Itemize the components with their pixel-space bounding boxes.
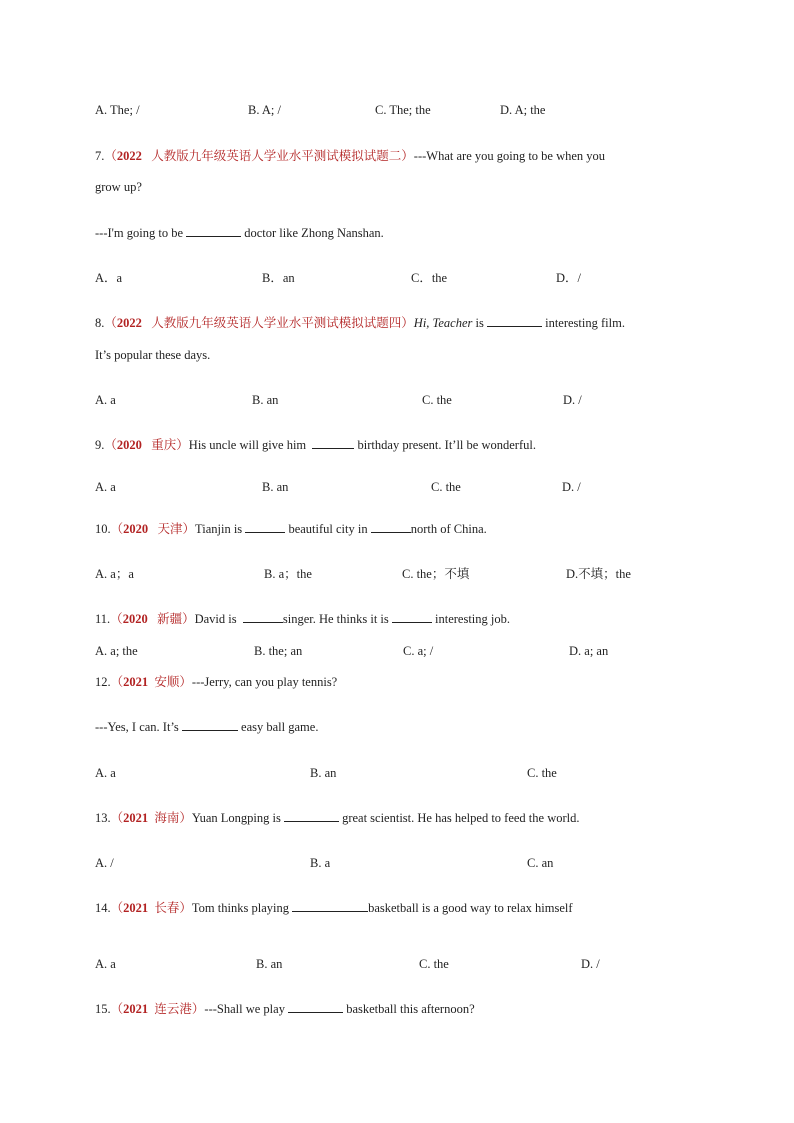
q12-option-c: C. the <box>527 766 557 780</box>
q6-option-a: A. The; / <box>95 103 140 117</box>
q11-blank-1 <box>243 611 283 623</box>
q8-number: 8. <box>95 316 105 330</box>
q10-text-prefix: Tianjin is <box>195 522 243 536</box>
q12-option-a: A. a <box>95 766 116 780</box>
q8-question-text-cont: It’s popular these days. <box>95 348 211 362</box>
q13-blank <box>284 810 339 822</box>
q8-option-d: D. / <box>563 393 582 407</box>
q12-blank <box>182 719 238 731</box>
q12-question-text: ---Jerry, can you play tennis? <box>191 675 338 689</box>
q9-number: 9. <box>95 438 105 452</box>
q9-text-suffix: birthday present. It’ll be wonderful. <box>357 438 536 452</box>
q11-text-prefix: David is <box>194 612 237 626</box>
q15-blank <box>288 1001 343 1013</box>
q8-option-a: A. a <box>95 393 116 407</box>
q11-text-middle: singer. He thinks it is <box>282 612 389 626</box>
q13-option-c: C. an <box>527 856 554 870</box>
q11-number: 11. <box>95 612 111 626</box>
q9-text-prefix: His uncle will give him <box>188 438 307 452</box>
q14-text-suffix: basketball is a good way to relax himself <box>368 901 573 915</box>
q10-stem <box>95 521 705 537</box>
q7-answer-line <box>95 225 705 241</box>
q14-option-a: A. a <box>95 957 116 971</box>
q7-question-text-cont: grow up? <box>95 180 142 194</box>
q14-text-prefix: Tom thinks playing <box>191 901 289 915</box>
q10-source: （2020 天津） <box>110 522 196 536</box>
q8-option-c: C. the <box>422 393 452 407</box>
q15-text-suffix: basketball this afternoon? <box>346 1002 475 1016</box>
q7-question-text: ---What are you going to be when you <box>413 149 606 163</box>
q7-option-b: B．an <box>262 271 295 285</box>
q10-text-suffix: north of China. <box>410 522 487 536</box>
q10-text-middle: beautiful city in <box>288 522 368 536</box>
q15-number: 15. <box>95 1002 111 1016</box>
q7-stem-line1 <box>95 148 705 164</box>
q12-answer-line <box>95 719 705 735</box>
q11-source: （2020 新疆） <box>110 612 195 626</box>
q7-answer-prefix: ---I'm going to be <box>95 226 183 240</box>
q6-option-d: D. A; the <box>500 103 546 117</box>
q7-option-d: D．/ <box>556 271 582 285</box>
q7-blank <box>186 225 241 237</box>
q8-source: （2022 人教版九年级英语人学业水平测试模拟试题四） <box>104 316 414 330</box>
q12-option-b: B. an <box>310 766 337 780</box>
q15-stem <box>95 1001 705 1017</box>
q6-option-b: B. A; / <box>248 103 281 117</box>
q8-text-suffix: interesting film. <box>545 316 625 330</box>
q14-option-c: C. the <box>419 957 449 971</box>
q15-text-prefix: ---Shall we play <box>204 1002 285 1016</box>
q12-stem <box>95 674 705 690</box>
q10-option-a: A. a；a <box>95 567 134 581</box>
q11-option-a: A. a; the <box>95 644 138 658</box>
q8-blank <box>487 315 542 327</box>
q10-blank-1 <box>245 521 285 533</box>
q12-answer-prefix: ---Yes, I can. It’s <box>95 720 179 734</box>
q10-blank-2 <box>371 521 411 533</box>
q12-number: 12. <box>95 675 111 689</box>
q11-option-c: C. a; / <box>403 644 434 658</box>
q13-option-b: B. a <box>310 856 331 870</box>
q7-number: 7. <box>95 149 105 163</box>
q7-option-c: C．the <box>411 271 448 285</box>
q7-source: （2022 人教版九年级英语人学业水平测试模拟试题二） <box>104 149 414 163</box>
q13-text-prefix: Yuan Longping is <box>191 811 281 825</box>
q11-text-suffix: interesting job. <box>435 612 511 626</box>
q10-option-c: C. the；不填 <box>402 567 470 581</box>
q14-blank <box>292 900 368 912</box>
q9-option-c: C. the <box>431 480 461 494</box>
q6-option-c: C. The; the <box>375 103 431 117</box>
q8-stem-line2 <box>95 347 705 363</box>
q14-source: （2021 长春） <box>110 901 192 915</box>
q13-text-suffix: great scientist. He has helped to feed the world. <box>342 811 580 825</box>
q9-option-b: B. an <box>262 480 289 494</box>
q14-stem <box>95 900 705 916</box>
q14-number: 14. <box>95 901 111 915</box>
q11-blank-2 <box>392 611 432 623</box>
q15-source: （2021 连云港） <box>110 1002 205 1016</box>
q7-stem-line2 <box>95 179 705 195</box>
q9-option-a: A. a <box>95 480 116 494</box>
q8-stem-line1: 8.（2022 人教版九年级英语人学业水平测试模拟试题四）Hi, Teacher is interesting film. <box>95 316 625 330</box>
q11-stem <box>95 611 705 627</box>
q11-option-d: D. a; an <box>569 644 609 658</box>
q7-answer-suffix: doctor like Zhong Nanshan. <box>244 226 384 240</box>
q9-stem <box>95 437 705 453</box>
q10-option-b: B. a；the <box>264 567 312 581</box>
q10-number: 10. <box>95 522 111 536</box>
q9-blank <box>312 437 354 449</box>
q13-stem <box>95 810 705 826</box>
q12-answer-suffix: easy ball game. <box>241 720 319 734</box>
q14-option-b: B. an <box>256 957 283 971</box>
q13-option-a: A. / <box>95 856 114 870</box>
q9-option-d: D. / <box>562 480 581 494</box>
q9-source: （2020 重庆） <box>104 438 189 452</box>
q8-film-title: Hi, Teacher <box>413 316 473 330</box>
q11-option-b: B. the; an <box>254 644 303 658</box>
q10-option-d: D.不填；the <box>566 567 631 581</box>
q8-option-b: B. an <box>252 393 279 407</box>
q13-number: 13. <box>95 811 111 825</box>
q14-option-d: D. / <box>581 957 600 971</box>
q12-source: （2021 安顺） <box>110 675 192 689</box>
q7-option-a: A．a <box>95 271 123 285</box>
q13-source: （2021 海南） <box>110 811 192 825</box>
